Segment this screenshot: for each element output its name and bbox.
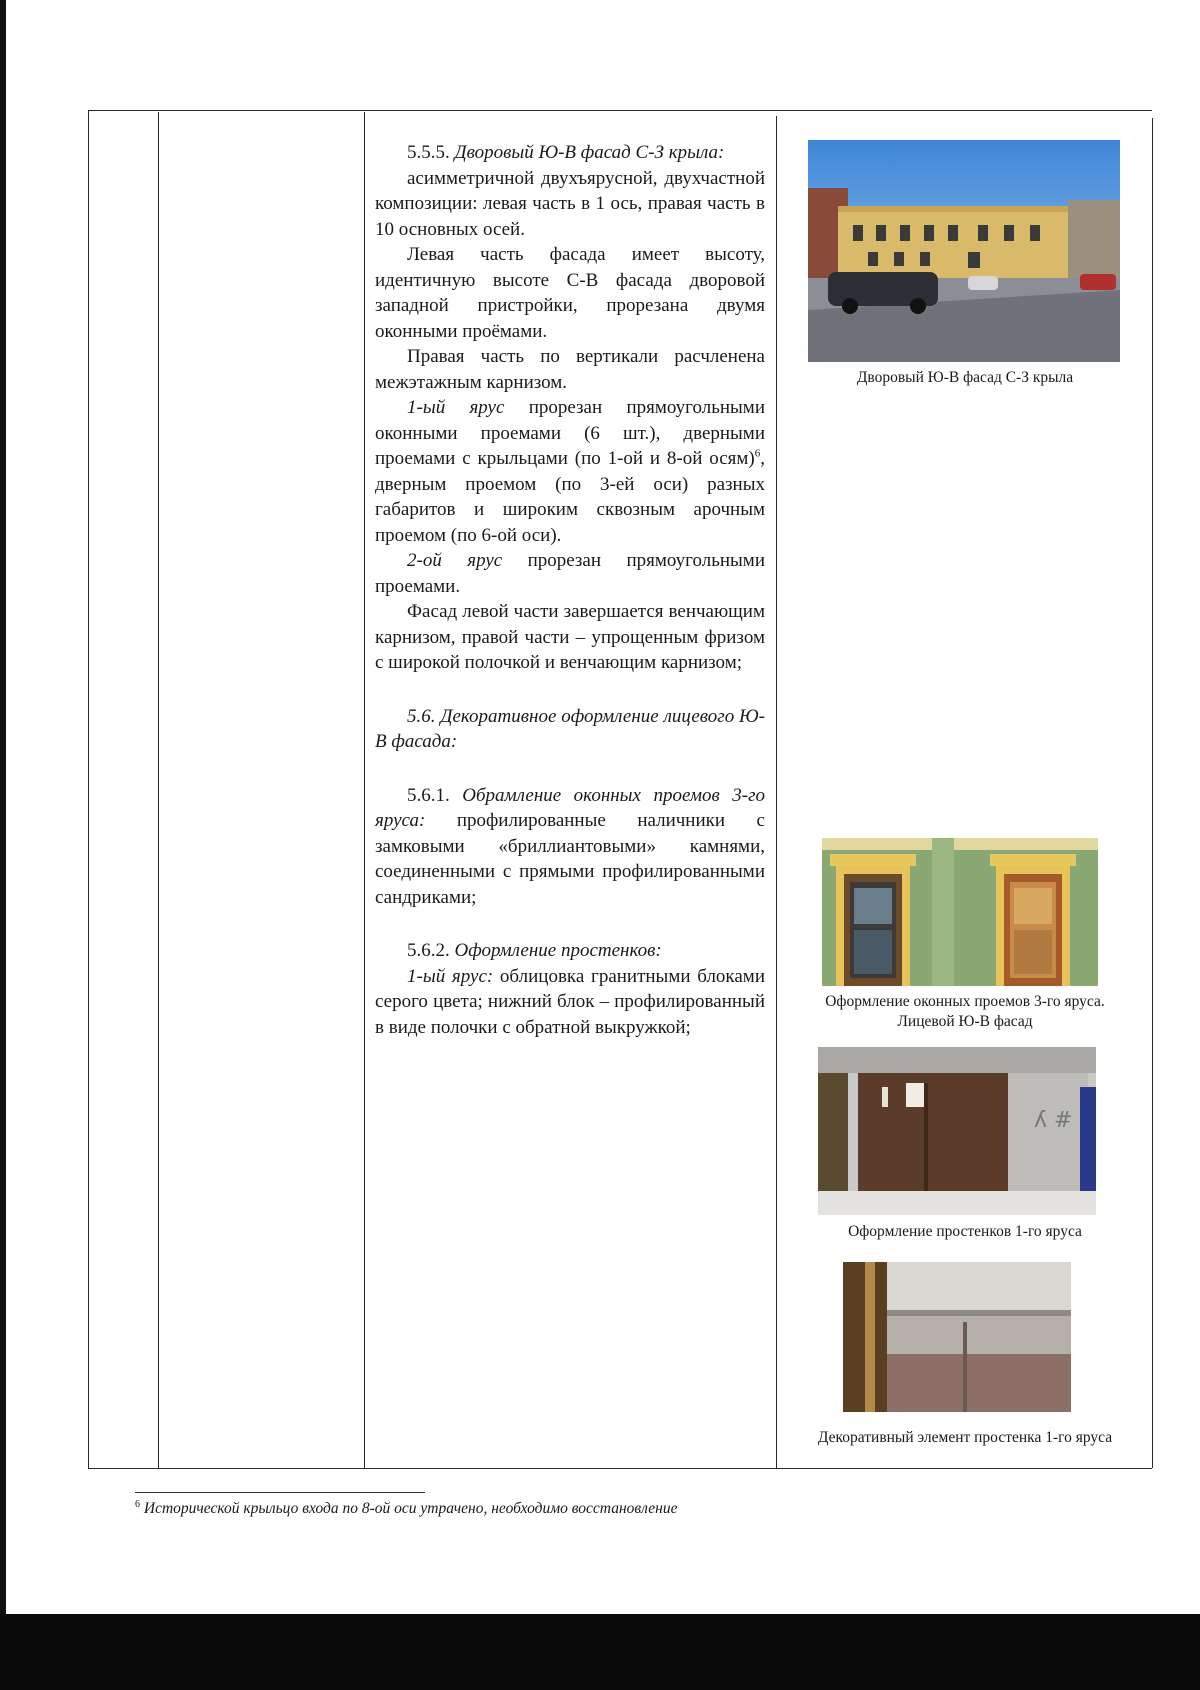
window-frames-photo — [822, 838, 1098, 986]
footnote-separator — [135, 1492, 425, 1493]
courtyard-facade-photo — [808, 140, 1120, 362]
svg-text:ʎ #: ʎ # — [1034, 1108, 1073, 1133]
description-column — [375, 140, 765, 1040]
piers-caption: Оформление простенков 1-го яруса — [848, 1223, 1082, 1240]
window-frames-caption — [790, 992, 1140, 1032]
section-56-heading: 5.6. Декоративное оформление лицевого Ю-В фасада: — [375, 705, 765, 752]
section-555-paragraph-final: Фасад левой части завершается венчающим карнизом, правой части – упрощенным фризом с широкой полочкой и венчающим карнизом; — [375, 601, 765, 673]
piers-photo — [818, 1047, 1096, 1215]
scan-bottom-edge — [0, 1614, 1200, 1690]
section-561: 5.6.1. Обрамление оконных проемов 3-го яруса: профилированные наличники с замковыми «бриллиантовыми» камнями, соединенными с прямыми профилированными сандриками; — [375, 784, 766, 908]
courtyard-facade-caption: Дворовый Ю-В фасад С-З крыла — [856, 369, 1074, 386]
section-555-paragraph-2: Левая часть фасада имеет высоту, идентичную высоте С-В фасада дворовой западной пристройки, прорезана двумя оконными проёмами. — [375, 244, 765, 342]
table-col-border-4 — [776, 116, 777, 1468]
footnote-text: Исторической крыльцо входа по 8-ой оси утрачено, необходимо восстановление — [143, 1500, 678, 1517]
decorative-element-caption: Декоративный элемент простенка 1-го яруса — [817, 1429, 1113, 1446]
footnote-marker: 6 — [135, 1498, 140, 1510]
section-562-heading: 5.6.2. Оформление простенков: — [407, 940, 662, 961]
footnote-ref: 6 — [754, 447, 761, 460]
window-frames-caption-line-1: Оформление оконных проемов 3-го яруса. — [825, 993, 1105, 1010]
section-555-paragraph-1: асимметричной двухъярусной, двухчастной композиции: левая часть в 1 ось, правая часть в 10 основных осей. — [375, 167, 765, 240]
section-555-tier-1: 1-ый ярус прорезан прямоугольными оконными проемами (6 шт.), дверными проемами с крыльцами (по 1-ой и 8-ой осям)$^6$, дверным проемом (по 3-ей оси) разных габаритов и широким сквозным арочным проемом (по 6-ой оси). — [375, 397, 765, 546]
table-col-border-1 — [88, 110, 89, 1468]
scan-left-edge — [0, 0, 6, 1690]
table-col-border-5 — [1152, 118, 1153, 1468]
footnote — [135, 1500, 677, 1518]
section-555-paragraph-3: Правая часть по вертикали расчленена межэтажным карнизом. — [375, 346, 765, 393]
section-555-tier-2: 2-ой ярус прорезан прямоугольными проемами. — [375, 550, 765, 597]
table-col-border-2 — [158, 112, 159, 1468]
section-562-text: 1-ый ярус: облицовка гранитными блоками серого цвета; нижний блок – профилированный в виде полочки с обратной выкружкой; — [375, 965, 765, 1038]
table-col-border-3 — [364, 112, 365, 1468]
decorative-element-photo — [843, 1262, 1071, 1412]
table-top-border — [88, 110, 1152, 111]
section-555-heading: 5.5.5. Дворовый Ю-В фасад С-З крыла: — [407, 142, 725, 163]
table-bottom-border — [88, 1468, 1152, 1469]
window-frames-caption-line-2: Лицевой Ю-В фасад — [897, 1013, 1033, 1030]
